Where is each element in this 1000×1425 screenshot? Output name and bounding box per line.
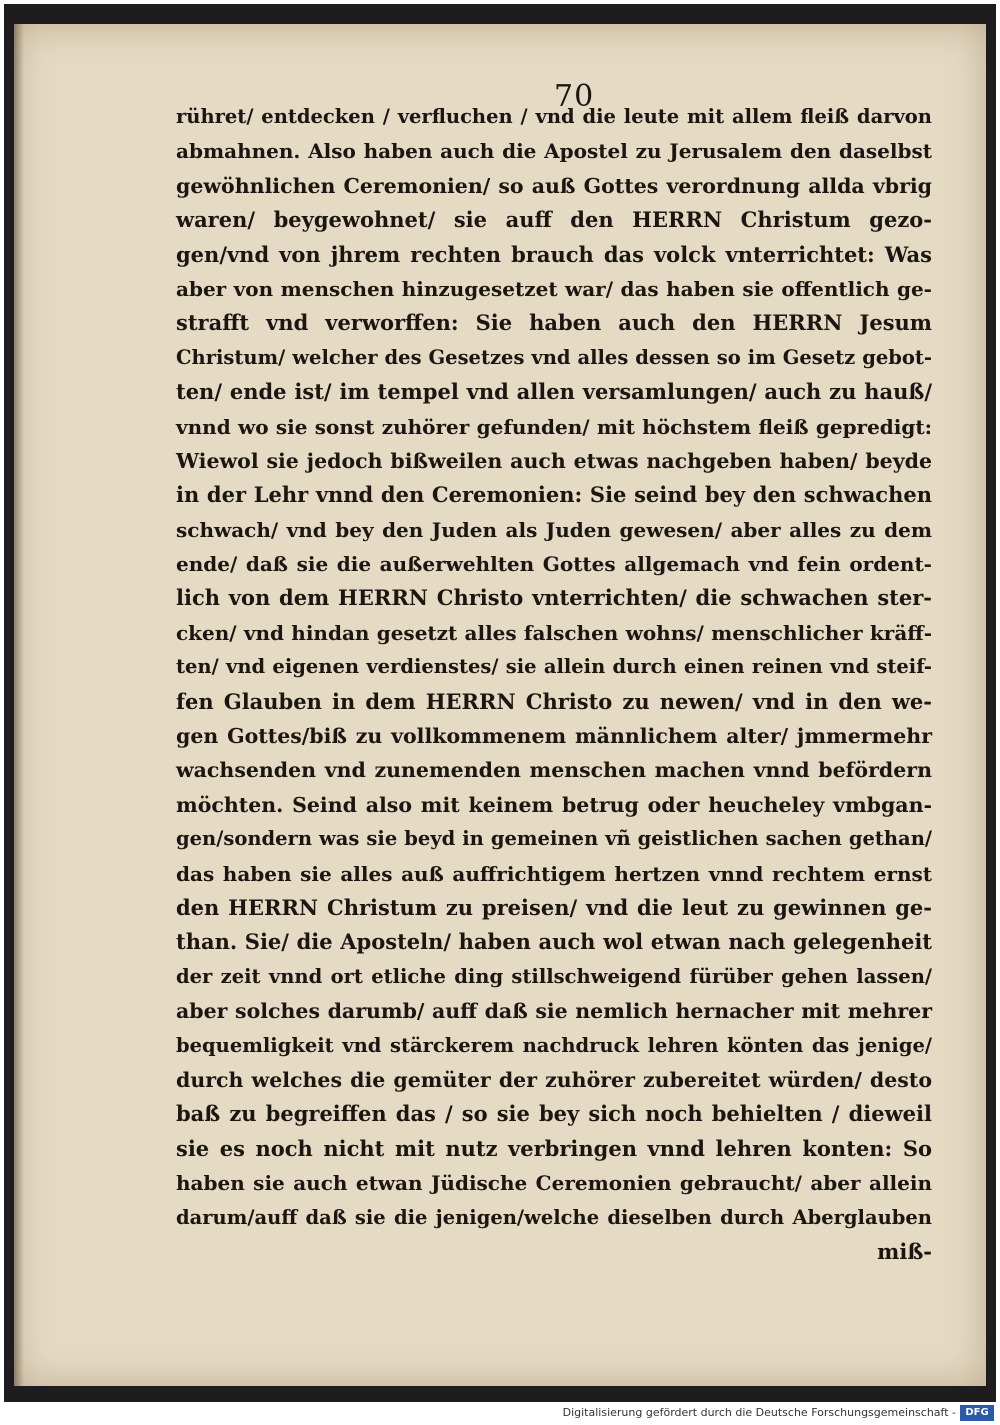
text-line: miß-: [877, 1238, 932, 1264]
text-line: aber von menschen hinzugesetzet war/ das haben sie offentlich ge-: [176, 276, 932, 301]
text-line: strafft vnd verworffen: Sie haben auch den HERRN Jesum: [176, 310, 932, 336]
text-line: rühret/ entdecken / verfluchen / vnd die leute mit allem fleiß darvon: [176, 105, 932, 128]
text-line: durch welches die gemüter der zuhörer zubereitet würden/ desto: [176, 1067, 932, 1092]
text-line: waren/ beygewohnet/ sie auff den HERRN Christum gezo-: [176, 207, 932, 233]
text-line: aber solches darumb/ auff daß sie nemlich hernacher mit mehrer: [176, 999, 932, 1024]
text-line: bequemligkeit vnd stärckerem nachdruck lehren könten das jenige/: [176, 1033, 932, 1057]
text-line: Christum/ welcher des Gesetzes vnd alles dessen so im Gesetz gebot-: [176, 345, 932, 369]
page-edge-shadow: [14, 24, 24, 1386]
text-line: ten/ vnd eigenen verdienstes/ sie allein durch einen reinen vnd steif-: [176, 655, 932, 679]
text-line: wachsenden vnd zunemenden menschen machen vnnd befördern: [176, 758, 932, 783]
text-line: ten/ ende ist/ im tempel vnd allen versamlungen/ auch zu hauß/: [176, 379, 932, 405]
text-line: vnnd wo sie sonst zuhörer gefunden/ mit höchstem fleiß gepredigt:: [176, 414, 932, 439]
text-line: gen/sondern was sie beyd in gemeinen vñ geistlichen sachen gethan/: [176, 827, 932, 851]
text-line: gen/vnd von jhrem rechten brauch das volck vnterrichtet: Was: [176, 241, 932, 267]
text-line: gen Gottes/biß zu vollkommenem männlichem alter/ jmmermehr: [176, 724, 932, 749]
text-line: Wiewol sie jedoch bißweilen auch etwas nachgeben haben/ beyde: [176, 448, 932, 473]
footer-bar: [0, 1402, 1000, 1425]
text-line: haben sie auch etwan Jüdische Ceremonien gebraucht/ aber allein: [176, 1171, 932, 1196]
text-line: abmahnen. Also haben auch die Apostel zu Jerusalem den daselbst: [176, 139, 932, 164]
text-line: lich von dem HERRN Christo vnterrichten/ die schwachen ster-: [176, 585, 932, 611]
dfg-logo-icon: DFG: [960, 1405, 994, 1421]
text-line: ende/ daß sie die außerwehlten Gottes allgemach vnd fein ordent-: [176, 552, 932, 577]
text-line: das haben sie alles auß auffrichtigem hertzen vnnd rechtem ernst: [176, 861, 932, 886]
page-text-block: [176, 100, 932, 1269]
text-line: darum/auff daß sie die jenigen/welche dieselben durch Aberglauben: [176, 1205, 932, 1229]
text-line: gewöhnlichen Ceremonien/ so auß Gottes verordnung allda vbrig: [176, 173, 932, 198]
text-line: der zeit vnnd ort etliche ding stillschweigend fürüber gehen lassen/: [176, 964, 932, 988]
text-line: fen Glauben in dem HERRN Christo zu newen/ vnd in den we-: [176, 688, 932, 714]
page-number: 70: [554, 79, 595, 114]
text-line: cken/ vnd hindan gesetzt alles falschen wohns/ menschlicher kräff-: [176, 620, 932, 645]
text-line: schwach/ vnd bey den Juden als Juden gewesen/ aber alles zu dem: [176, 517, 932, 542]
text-line: baß zu begreiffen das / so sie bey sich noch behielten / dieweil: [176, 1101, 932, 1127]
text-line: möchten. Seind also mit keinem betrug oder heucheley vmbgan-: [176, 792, 932, 817]
text-line: den HERRN Christum zu preisen/ vnd die leut zu gewinnen ge-: [176, 894, 932, 920]
funding-credit: Digitalisierung gefördert durch die Deutsche Forschungsgemeinschaft -: [562, 1406, 956, 1419]
text-line: in der Lehr vnnd den Ceremonien: Sie seind bey den schwachen: [176, 482, 932, 508]
text-line: than. Sie/ die Aposteln/ haben auch wol etwan nach gelegenheit: [176, 929, 932, 955]
text-line: sie es noch nicht mit nutz verbringen vnnd lehren konten: So: [176, 1135, 932, 1161]
